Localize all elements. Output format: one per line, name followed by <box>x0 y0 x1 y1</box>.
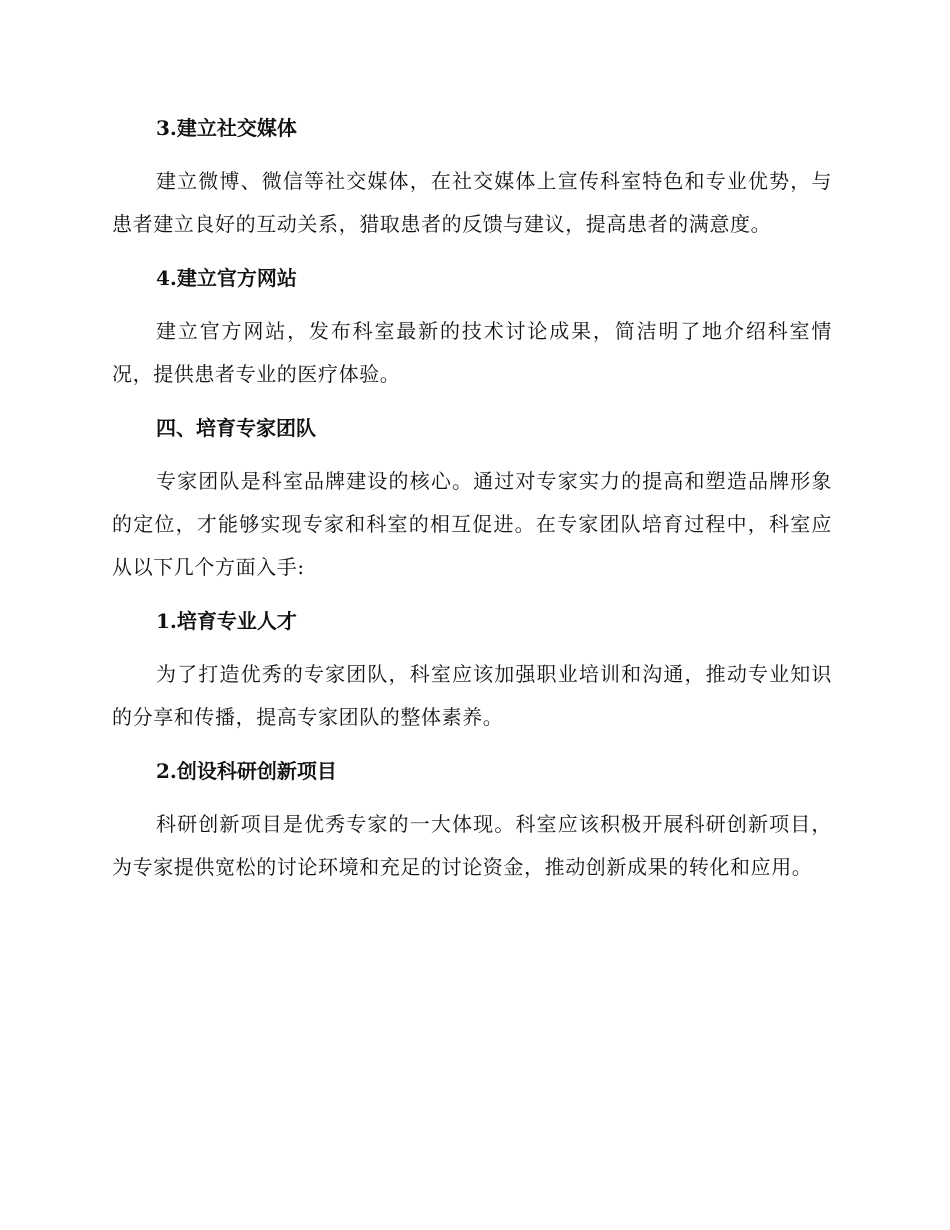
section-paragraph: 专家团队是科室品牌建设的核心。通过对专家实力的提高和塑造品牌形象的定位，才能够实现专家和科室的相互促进。在专家团队培育过程中，科室应从以下几个方面入手: <box>112 469 832 579</box>
section-professional-talent <box>112 601 832 739</box>
section-heading: 1.培育专业人才 <box>156 609 297 633</box>
section-expert-team <box>112 408 832 589</box>
section-heading: 4.建立官方网站 <box>156 266 297 290</box>
section-social-media <box>112 108 832 246</box>
section-research-projects <box>112 751 832 889</box>
section-official-website <box>112 258 832 396</box>
section-heading: 2.创设科研创新项目 <box>156 759 337 783</box>
section-paragraph: 为了打造优秀的专家团队，科室应该加强职业培训和沟通，推动专业知识的分享和传播，提高专家团队的整体素养。 <box>112 662 832 729</box>
document-page <box>112 108 832 889</box>
section-paragraph: 建立微博、微信等社交媒体，在社交媒体上宣传科室特色和专业优势，与患者建立良好的互动关系，猎取患者的反馈与建议，提高患者的满意度。 <box>112 169 832 236</box>
section-heading: 四、培育专家团队 <box>156 416 316 440</box>
section-heading: 3.建立社交媒体 <box>156 116 297 140</box>
section-paragraph: 科研创新项目是优秀专家的一大体现。科室应该积极开展科研创新项目，为专家提供宽松的讨论环境和充足的讨论资金，推动创新成果的转化和应用。 <box>112 812 832 879</box>
section-paragraph: 建立官方网站，发布科室最新的技术讨论成果，简洁明了地介绍科室情况，提供患者专业的医疗体验。 <box>112 319 832 386</box>
